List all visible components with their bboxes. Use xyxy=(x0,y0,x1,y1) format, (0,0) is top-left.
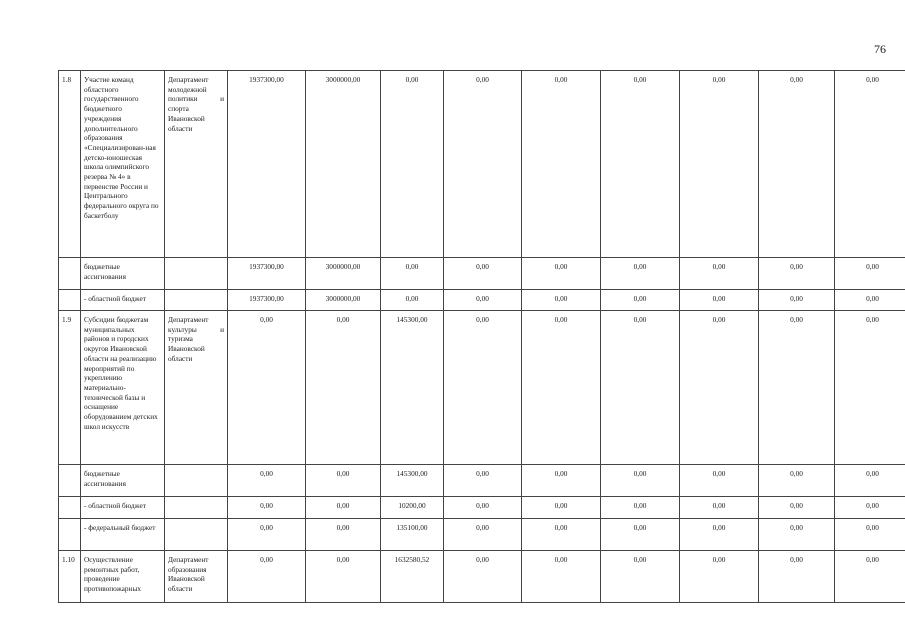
value-cell: 0,00 xyxy=(306,465,381,497)
value-cell: 0,00 xyxy=(835,551,905,603)
value-cell: 0,00 xyxy=(835,497,905,519)
table-row xyxy=(59,71,905,258)
activity-name: бюджетные ассигнования xyxy=(81,465,165,497)
value-cell: 0,00 xyxy=(306,311,381,465)
row-index xyxy=(59,519,81,551)
value-cell: 3000000,00 xyxy=(306,258,381,290)
value-cell: 0,00 xyxy=(444,519,522,551)
value-cell: 0,00 xyxy=(759,497,835,519)
department xyxy=(165,258,228,290)
value-cell: 0,00 xyxy=(601,290,680,311)
budget-table xyxy=(58,70,905,603)
value-cell: 0,00 xyxy=(444,258,522,290)
value-cell: 0,00 xyxy=(680,465,759,497)
value-cell: 0,00 xyxy=(228,311,306,465)
table-row xyxy=(59,465,905,497)
value-cell: 0,00 xyxy=(522,465,601,497)
value-cell: 0,00 xyxy=(835,465,905,497)
department: Департамент образования Ивановской области xyxy=(165,551,228,603)
value-cell: 0,00 xyxy=(228,551,306,603)
value-cell: 0,00 xyxy=(444,465,522,497)
department xyxy=(165,519,228,551)
value-cell: 0,00 xyxy=(759,311,835,465)
value-cell: 0,00 xyxy=(444,71,522,258)
table-row xyxy=(59,497,905,519)
value-cell: 0,00 xyxy=(759,465,835,497)
row-index: 1.8 xyxy=(59,71,81,258)
value-cell: 0,00 xyxy=(601,497,680,519)
value-cell: 0,00 xyxy=(759,290,835,311)
value-cell: 0,00 xyxy=(381,71,444,258)
page-number: 76 xyxy=(874,42,886,56)
value-cell: 0,00 xyxy=(835,290,905,311)
activity-name: - федеральный бюджет xyxy=(81,519,165,551)
value-cell: 0,00 xyxy=(680,551,759,603)
value-cell: 0,00 xyxy=(381,258,444,290)
value-cell: 0,00 xyxy=(835,519,905,551)
value-cell: 0,00 xyxy=(759,551,835,603)
value-cell: 0,00 xyxy=(680,290,759,311)
table-row xyxy=(59,311,905,465)
value-cell: 0,00 xyxy=(522,290,601,311)
row-index xyxy=(59,465,81,497)
value-cell: 0,00 xyxy=(601,519,680,551)
value-cell: 1937300,00 xyxy=(228,290,306,311)
value-cell: 0,00 xyxy=(444,290,522,311)
row-index xyxy=(59,290,81,311)
value-cell: 0,00 xyxy=(306,519,381,551)
row-index xyxy=(59,497,81,519)
value-cell: 0,00 xyxy=(522,519,601,551)
value-cell: 1937300,00 xyxy=(228,258,306,290)
value-cell: 0,00 xyxy=(835,258,905,290)
value-cell: 0,00 xyxy=(759,71,835,258)
value-cell: 0,00 xyxy=(601,465,680,497)
value-cell: 0,00 xyxy=(522,551,601,603)
row-index: 1.10 xyxy=(59,551,81,603)
value-cell: 0,00 xyxy=(381,290,444,311)
department xyxy=(165,290,228,311)
activity-name: Осуществление ремонтных работ, проведение противопожарных xyxy=(81,551,165,603)
value-cell: 0,00 xyxy=(835,311,905,465)
value-cell: 0,00 xyxy=(522,311,601,465)
row-index xyxy=(59,258,81,290)
value-cell: 0,00 xyxy=(228,465,306,497)
value-cell: 0,00 xyxy=(680,497,759,519)
value-cell: 145300,00 xyxy=(381,311,444,465)
value-cell: 0,00 xyxy=(759,258,835,290)
value-cell: 0,00 xyxy=(680,71,759,258)
value-cell: 3000000,00 xyxy=(306,71,381,258)
value-cell: 0,00 xyxy=(444,497,522,519)
activity-name: Субсидии бюджетам муниципальных районов и городских округов Ивановской области на реализацию мероприятий по укреплению материально-технической базы и оснащение оборудованием детских школ искусств xyxy=(81,311,165,465)
department: Департамент молодежной политики и спорта Ивановской области xyxy=(165,71,228,258)
value-cell: 1937300,00 xyxy=(228,71,306,258)
value-cell: 0,00 xyxy=(306,497,381,519)
value-cell: 0,00 xyxy=(522,71,601,258)
table-row xyxy=(59,290,905,311)
value-cell: 0,00 xyxy=(601,258,680,290)
value-cell: 0,00 xyxy=(522,258,601,290)
table-row xyxy=(59,258,905,290)
value-cell: 0,00 xyxy=(444,311,522,465)
activity-name: - областной бюджет xyxy=(81,497,165,519)
activity-name: бюджетные ассигнования xyxy=(81,258,165,290)
value-cell: 0,00 xyxy=(835,71,905,258)
value-cell: 0,00 xyxy=(444,551,522,603)
value-cell: 0,00 xyxy=(306,551,381,603)
value-cell: 145300,00 xyxy=(381,465,444,497)
value-cell: 0,00 xyxy=(601,71,680,258)
table-row xyxy=(59,551,905,603)
value-cell: 10200,00 xyxy=(381,497,444,519)
value-cell: 0,00 xyxy=(522,497,601,519)
department xyxy=(165,465,228,497)
department: Департамент культуры и туризма Ивановской области xyxy=(165,311,228,465)
value-cell: 135100,00 xyxy=(381,519,444,551)
value-cell: 0,00 xyxy=(680,311,759,465)
value-cell: 0,00 xyxy=(601,311,680,465)
value-cell: 3000000,00 xyxy=(306,290,381,311)
table-row xyxy=(59,519,905,551)
value-cell: 0,00 xyxy=(228,519,306,551)
value-cell: 0,00 xyxy=(759,519,835,551)
value-cell: 0,00 xyxy=(680,258,759,290)
department xyxy=(165,497,228,519)
value-cell: 0,00 xyxy=(228,497,306,519)
row-index: 1.9 xyxy=(59,311,81,465)
value-cell: 1632580,52 xyxy=(381,551,444,603)
value-cell: 0,00 xyxy=(680,519,759,551)
value-cell: 0,00 xyxy=(601,551,680,603)
activity-name: Участие команд областного государственного бюджетного учреждения дополнительного образования «Специализирован-ная детско-юношеская школа олимпийского резерва № 4» в первенстве России и Центрального федерального округа по баскетболу xyxy=(81,71,165,258)
activity-name: - областной бюджет xyxy=(81,290,165,311)
